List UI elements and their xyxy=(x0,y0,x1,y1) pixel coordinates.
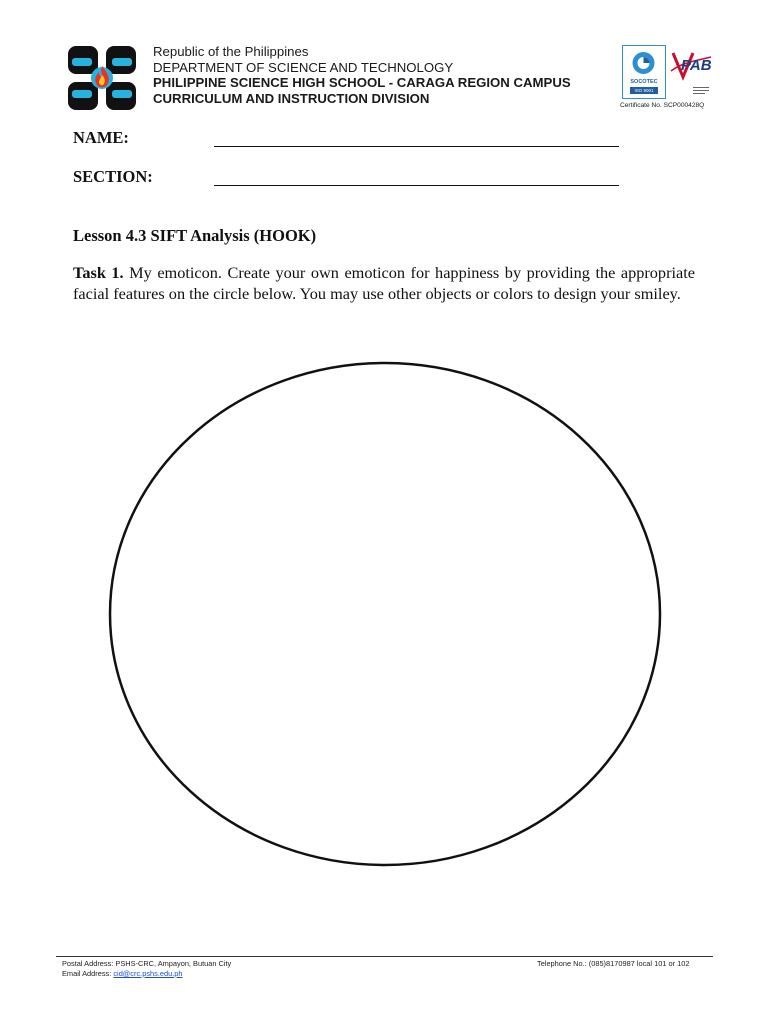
socotec-name: SOCOTEC xyxy=(630,79,658,85)
iso-standard-label: ISO 9001 xyxy=(630,87,658,94)
pab-accreditation-logo xyxy=(669,47,713,99)
document-header xyxy=(0,0,768,120)
name-label: NAME: xyxy=(73,128,129,147)
task-instructions xyxy=(73,263,695,304)
lesson-title: Lesson 4.3 SIFT Analysis (HOOK) xyxy=(73,226,317,245)
section-blank-line xyxy=(214,185,619,186)
pab-mark: PAB xyxy=(681,57,712,74)
postal-address: Postal Address: PSHS-CRC, Ampayon, Butuan City xyxy=(62,959,232,968)
division-line: CURRICULUM AND INSTRUCTION DIVISION xyxy=(153,90,430,106)
name-blank-line xyxy=(214,146,619,147)
email-link[interactable]: cid@crc.pshs.edu.ph xyxy=(113,969,183,978)
school-line: PHILIPPINE SCIENCE HIGH SCHOOL - CARAGA REGION CAMPUS xyxy=(153,75,571,90)
certification-marks xyxy=(620,45,716,111)
socotec-logo xyxy=(622,45,666,99)
task-label: Task 1. xyxy=(73,263,124,282)
telephone-number: Telephone No.: (085)8170987 local 101 or 102 xyxy=(537,959,690,968)
section-label: SECTION: xyxy=(73,167,153,186)
department-line: DEPARTMENT OF SCIENCE AND TECHNOLOGY xyxy=(153,59,454,75)
footer-divider xyxy=(56,956,713,957)
pshs-logo xyxy=(68,46,136,110)
institution-heading xyxy=(153,44,571,106)
task-text: My emoticon. Create your own emoticon for happiness by providing the appropriate facial features on the circle below. You may use other objects or colors to design your smiley. xyxy=(73,263,695,303)
footer-contact xyxy=(62,959,231,979)
email-line xyxy=(62,969,231,979)
email-label: Email Address: xyxy=(62,969,112,978)
republic-line: Republic of the Philippines xyxy=(153,44,309,59)
emoticon-circle xyxy=(110,363,660,865)
certificate-number: Certificate No. SCP000428Q xyxy=(620,102,705,109)
emoticon-drawing-area xyxy=(106,360,666,870)
